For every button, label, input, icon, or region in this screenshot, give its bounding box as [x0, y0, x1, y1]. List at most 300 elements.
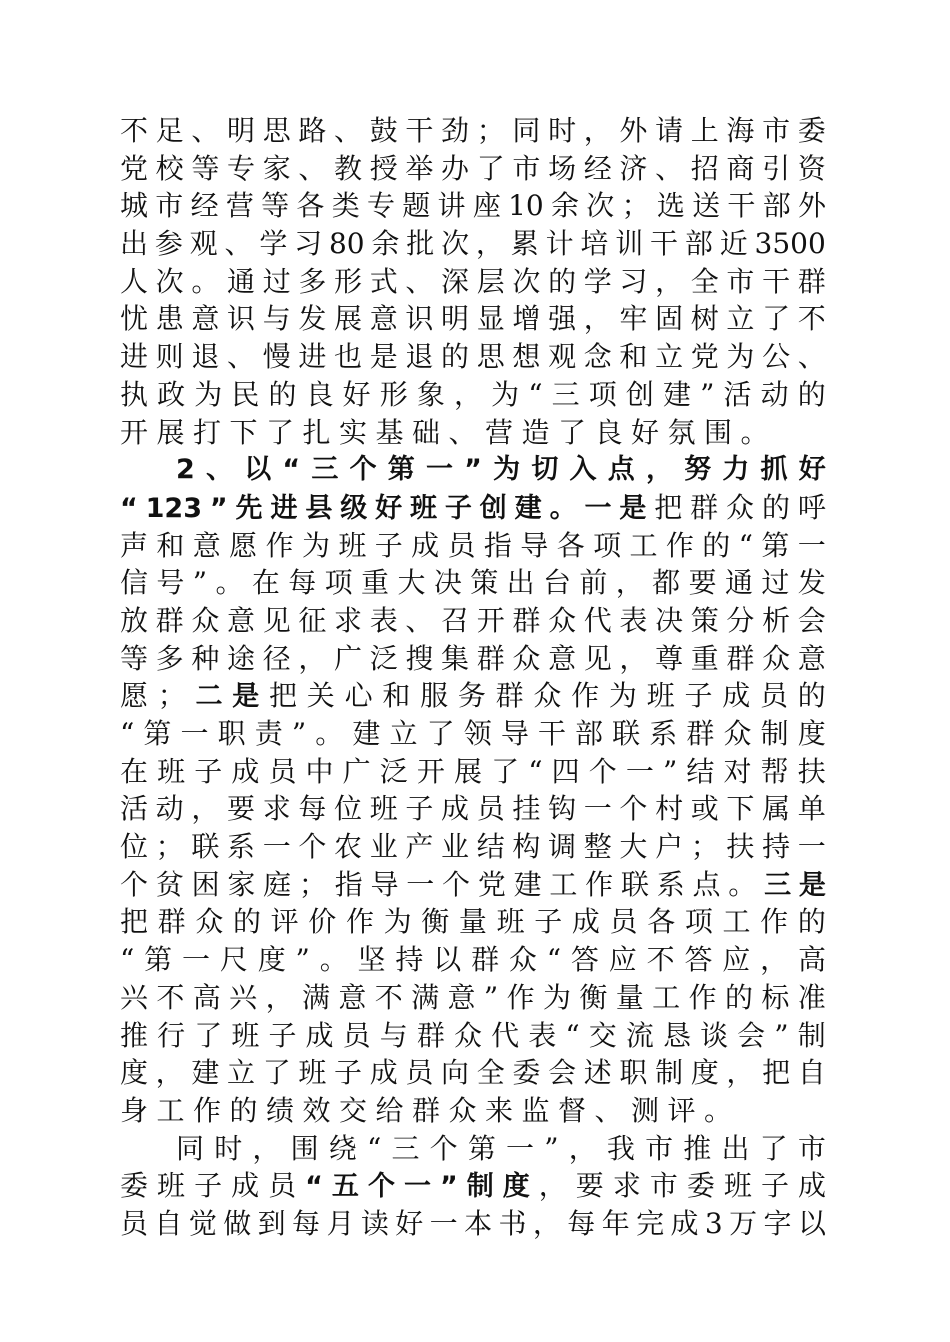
glyph: 子 [374, 528, 403, 562]
glyph: 重 [690, 641, 719, 675]
glyph: 业 [441, 830, 470, 864]
glyph: 工 [722, 905, 751, 939]
glyph: 良 [305, 377, 334, 411]
glyph: 衡 [579, 980, 608, 1014]
glyph: 尊 [655, 641, 684, 675]
glyph: 到 [257, 1206, 286, 1240]
glyph: 干 [762, 264, 791, 298]
glyph: 责 [254, 717, 283, 750]
glyph: 题 [402, 189, 431, 223]
glyph: 径 [262, 641, 291, 675]
glyph: 活 [723, 377, 752, 411]
glyph: 县 [305, 492, 333, 524]
glyph: 职 [619, 1056, 648, 1090]
glyph: 思 [262, 114, 291, 147]
text-line [120, 979, 826, 1017]
glyph: 家 [262, 151, 291, 185]
glyph: ” [662, 754, 678, 788]
glyph: 求 [334, 603, 363, 637]
glyph: 第 [761, 528, 790, 562]
glyph: 为 [493, 454, 521, 486]
glyph: 多 [298, 264, 327, 298]
glyph: 自 [797, 1056, 826, 1090]
glyph: 班 [496, 905, 525, 939]
glyph: 愿 [120, 679, 149, 713]
glyph: 出 [120, 227, 149, 261]
glyph: 项 [593, 528, 622, 562]
glyph: 通 [227, 264, 256, 298]
glyph: ” [439, 1171, 458, 1203]
glyph: 念 [583, 340, 612, 374]
glyph: 子 [268, 1018, 297, 1052]
glyph: 班 [646, 679, 675, 713]
glyph: 习 [294, 227, 323, 261]
glyph: 每 [567, 1206, 596, 1240]
glyph: 的 [797, 679, 826, 713]
glyph: 高 [797, 943, 826, 977]
glyph: 意 [548, 641, 577, 675]
glyph: 的 [548, 264, 577, 298]
glyph: 对 [723, 754, 752, 788]
glyph: 的 [268, 377, 297, 411]
glyph: 子 [194, 1169, 223, 1203]
glyph: 的 [724, 980, 753, 1014]
glyph: 群 [155, 603, 184, 637]
glyph: ， [760, 943, 789, 977]
glyph: 班 [298, 1056, 327, 1090]
glyph: 见 [583, 641, 612, 675]
glyph: 。 [215, 566, 244, 600]
glyph: 立 [389, 717, 418, 750]
glyph: 不 [156, 980, 185, 1014]
glyph: 公 [762, 340, 791, 374]
glyph: 了 [194, 1018, 223, 1052]
glyph: 呼 [797, 490, 826, 524]
glyph: 一 [797, 830, 826, 864]
glyph: 切 [531, 454, 559, 486]
text-line [120, 187, 826, 225]
glyph: 度 [120, 1056, 149, 1090]
glyph: 员 [759, 679, 788, 713]
glyph: 城 [120, 189, 149, 223]
glyph: 班 [369, 792, 398, 826]
glyph: “ [546, 943, 562, 977]
glyph: ； [155, 830, 184, 864]
glyph: 培 [580, 227, 609, 261]
glyph: 委 [120, 1169, 149, 1203]
glyph: 会 [797, 603, 826, 637]
glyph: 授 [369, 151, 398, 185]
glyph: 专 [227, 151, 256, 185]
glyph: 次 [512, 264, 541, 298]
glyph: 量 [458, 905, 487, 939]
glyph: 、 [224, 227, 253, 261]
glyph: 中 [305, 754, 334, 788]
glyph: 一 [406, 867, 435, 901]
glyph: 与 [262, 302, 291, 336]
glyph: 众 [512, 641, 541, 675]
text-line [120, 263, 826, 301]
text-line [120, 527, 826, 565]
glyph: “ [120, 943, 135, 977]
text-line [120, 753, 826, 791]
glyph: 干 [405, 114, 434, 147]
glyph: 创 [625, 377, 654, 411]
glyph: ” [192, 566, 208, 600]
glyph: 。 [549, 492, 577, 524]
glyph: 推 [120, 1018, 149, 1052]
glyph: 固 [655, 302, 684, 336]
glyph: 党 [120, 151, 149, 185]
glyph: 等 [261, 189, 290, 223]
glyph: 决 [433, 566, 462, 600]
glyph: 也 [334, 340, 363, 374]
text-segment: 身工作的绩效交给群众来监督、测评。 [120, 1093, 741, 1127]
glyph: 、 [797, 340, 826, 374]
glyph: 以 [244, 454, 272, 486]
glyph: 自 [154, 1206, 183, 1240]
glyph: 导 [370, 867, 399, 901]
glyph: 调 [548, 830, 577, 864]
glyph: 意 [192, 528, 221, 562]
glyph: 家 [227, 867, 256, 901]
glyph: 成 [670, 1206, 699, 1240]
glyph: 在 [251, 566, 280, 600]
glyph: 本 [464, 1206, 493, 1240]
glyph: 一 [429, 1206, 458, 1240]
glyph: 做 [223, 1206, 252, 1240]
glyph: 退 [405, 340, 434, 374]
glyph: 台 [543, 566, 572, 600]
glyph: 整 [583, 830, 612, 864]
glyph: 为 [491, 377, 520, 411]
glyph: ， [453, 377, 482, 411]
glyph: 项 [588, 377, 617, 411]
glyph: 的 [232, 905, 261, 939]
glyph: 立 [726, 302, 755, 336]
glyph: 困 [191, 867, 220, 901]
glyph: 群 [686, 717, 715, 750]
glyph: ， [475, 227, 504, 261]
glyph: 、 [206, 454, 233, 486]
glyph: 个 [120, 867, 149, 901]
glyph: 干 [650, 227, 679, 261]
glyph: 好 [798, 454, 826, 486]
glyph: 学 [583, 264, 612, 298]
glyph: 明 [227, 114, 256, 147]
glyph: 作 [345, 905, 374, 939]
glyph: 、 [655, 151, 684, 185]
glyph: 过 [262, 264, 291, 298]
glyph: 80 [328, 227, 365, 261]
glyph: 群 [512, 603, 541, 637]
glyph: ， [615, 566, 644, 600]
glyph: 众 [726, 490, 755, 524]
glyph: 委 [686, 1169, 715, 1203]
glyph: 。 [315, 717, 344, 750]
glyph: 班 [410, 492, 437, 524]
glyph: 要 [688, 566, 717, 600]
glyph: 先 [235, 492, 263, 524]
glyph: 应 [722, 943, 751, 977]
glyph: “ [282, 454, 301, 486]
glyph: 号 [156, 566, 185, 600]
glyph: 众 [548, 603, 577, 637]
glyph: 应 [608, 943, 637, 977]
glyph: 增 [512, 302, 541, 336]
glyph: 信 [120, 566, 149, 600]
glyph: 会 [737, 1018, 766, 1052]
glyph: 抓 [760, 454, 788, 486]
glyph: 同 [176, 1131, 205, 1165]
glyph: 点 [692, 867, 721, 901]
glyph: 出 [506, 566, 535, 600]
glyph: 表 [369, 603, 398, 637]
glyph: 等 [191, 151, 220, 185]
glyph: 结 [686, 754, 715, 788]
glyph: 入 [569, 454, 597, 486]
glyph: 成 [231, 754, 260, 788]
glyph: 项 [324, 566, 353, 600]
glyph: ， [298, 641, 327, 675]
glyph: 引 [762, 151, 791, 185]
glyph: 了 [262, 1056, 291, 1090]
glyph: 绕 [328, 1131, 357, 1165]
glyph: 了 [762, 302, 791, 336]
glyph: 近 [719, 227, 748, 261]
text-line [120, 451, 826, 489]
text-line [120, 150, 826, 188]
glyph: 代 [583, 603, 612, 637]
glyph: 联 [191, 830, 220, 864]
glyph: 我 [606, 1131, 635, 1165]
glyph: 个 [429, 1131, 458, 1165]
glyph: 请 [655, 114, 684, 147]
glyph: 二 [195, 681, 223, 713]
glyph: ， [568, 1131, 597, 1165]
glyph: ” [774, 1018, 789, 1052]
glyph: 一 [797, 528, 826, 562]
glyph: 好 [395, 1206, 424, 1240]
text-line [120, 1167, 826, 1205]
glyph: ； [690, 830, 719, 864]
text-segment: 开展打下了扎实基础、营造了良好氛围。 [120, 415, 778, 449]
glyph: 参 [154, 227, 183, 261]
glyph: 建 [352, 717, 381, 750]
glyph: 营 [225, 189, 254, 223]
glyph: “ [366, 1131, 382, 1165]
glyph: 是 [369, 340, 398, 374]
glyph: 和 [382, 679, 411, 713]
glyph: ， [538, 1169, 567, 1203]
glyph: 明 [441, 302, 470, 336]
glyph: 满 [411, 980, 440, 1014]
glyph: ” [291, 717, 307, 750]
glyph: “ [565, 1018, 580, 1052]
glyph: 训 [615, 227, 644, 261]
glyph: 评 [270, 905, 299, 939]
glyph: 过 [761, 566, 790, 600]
glyph: 树 [690, 302, 719, 336]
glyph: 了 [426, 717, 455, 750]
glyph: 的 [441, 340, 470, 374]
glyph: 想 [512, 340, 541, 374]
glyph: 经 [190, 189, 219, 223]
glyph: 形 [334, 264, 363, 298]
glyph: 关 [306, 679, 335, 713]
text-line [120, 414, 826, 452]
glyph: 3 [704, 1206, 723, 1240]
glyph: 决 [655, 603, 684, 637]
glyph: 党 [477, 867, 506, 901]
text-line [120, 225, 826, 263]
text-line [120, 602, 826, 640]
glyph: 委 [512, 1056, 541, 1090]
glyph: 兴 [229, 980, 258, 1014]
glyph: 成 [571, 905, 600, 939]
glyph: 观 [548, 340, 577, 374]
glyph: 员 [447, 528, 476, 562]
glyph: 发 [797, 566, 826, 600]
glyph: 项 [684, 905, 713, 939]
text-line [120, 489, 826, 527]
glyph: 种 [191, 641, 220, 675]
glyph: 众 [195, 905, 224, 939]
glyph: ， [583, 114, 612, 147]
glyph: 的 [797, 905, 826, 939]
glyph: 专 [366, 189, 395, 223]
glyph: 次 [586, 189, 615, 223]
glyph: ， [655, 264, 684, 298]
glyph: 送 [692, 189, 721, 223]
glyph: “ [120, 492, 138, 524]
glyph: 深 [441, 264, 470, 298]
glyph: 表 [619, 603, 648, 637]
glyph: 都 [652, 566, 681, 600]
glyph: 、 [191, 114, 220, 147]
glyph: 子 [194, 754, 223, 788]
glyph: 泛 [369, 641, 398, 675]
glyph: 出 [721, 1131, 750, 1165]
glyph: 。 [319, 943, 348, 977]
glyph: ， [191, 792, 220, 826]
glyph: 子 [444, 492, 472, 524]
glyph: 委 [797, 114, 826, 147]
text-line [120, 1130, 826, 1168]
glyph: 进 [270, 492, 298, 524]
glyph: 坚 [357, 943, 386, 977]
glyph: 个 [349, 454, 377, 486]
glyph: 与 [379, 1018, 408, 1052]
glyph: 不 [797, 302, 826, 336]
glyph: 举 [405, 151, 434, 185]
glyph: 是 [798, 869, 826, 901]
glyph: 帮 [760, 754, 789, 788]
glyph: 尺 [219, 943, 248, 977]
glyph: 众 [723, 717, 752, 750]
glyph: 服 [420, 679, 449, 713]
glyph: 时 [548, 114, 577, 147]
glyph: 次 [441, 227, 470, 261]
glyph: ； [476, 114, 505, 147]
glyph: 一 [180, 717, 209, 750]
glyph: 会 [548, 1056, 577, 1090]
glyph: 退 [191, 340, 220, 374]
glyph: 是 [619, 492, 647, 524]
text-line [120, 1092, 826, 1130]
glyph: 学 [259, 227, 288, 261]
glyph: 子 [534, 905, 563, 939]
glyph: 识 [227, 302, 256, 336]
glyph: 子 [334, 1056, 363, 1090]
glyph: 累 [510, 227, 539, 261]
glyph: 愿 [229, 528, 258, 562]
glyph: 下 [726, 792, 755, 826]
glyph: 建 [514, 492, 542, 524]
glyph: 成 [369, 1056, 398, 1090]
text-line [120, 941, 826, 979]
glyph: 群 [157, 905, 186, 939]
glyph: 度 [502, 1171, 530, 1203]
glyph: 动 [155, 792, 184, 826]
glyph: 大 [619, 830, 648, 864]
glyph: 群 [726, 641, 755, 675]
glyph: 声 [120, 528, 149, 562]
glyph: 扶 [726, 830, 755, 864]
text-line [120, 564, 826, 602]
glyph: 活 [120, 792, 149, 826]
glyph: 兴 [120, 980, 149, 1014]
glyph: 不 [120, 114, 149, 147]
glyph: 外 [619, 114, 648, 147]
glyph: 上 [690, 114, 719, 147]
glyph: 子 [684, 679, 713, 713]
glyph: 持 [395, 943, 424, 977]
glyph: 答 [570, 943, 599, 977]
glyph: 制 [655, 1056, 684, 1090]
glyph: 个 [588, 754, 617, 788]
glyph: 第 [143, 717, 172, 750]
glyph: 教 [334, 151, 363, 185]
glyph: ， [645, 454, 673, 486]
glyph: 集 [441, 641, 470, 675]
glyph: 的 [797, 377, 826, 411]
glyph: 农 [334, 830, 363, 864]
glyph: 满 [301, 980, 330, 1014]
glyph: 班 [723, 1169, 752, 1203]
glyph: 重 [361, 566, 390, 600]
glyph: 民 [231, 377, 260, 411]
glyph: 校 [155, 151, 184, 185]
glyph: 成 [722, 679, 751, 713]
glyph: 、 [405, 264, 434, 298]
glyph: “ [528, 754, 543, 788]
glyph: 通 [724, 566, 753, 600]
text-line [120, 715, 826, 753]
glyph: 3500 [754, 227, 826, 261]
glyph: ； [298, 867, 327, 901]
glyph: 。 [191, 264, 220, 298]
glyph: 批 [406, 227, 435, 261]
glyph: 个 [367, 1171, 395, 1203]
glyph: 三 [391, 1131, 420, 1165]
glyph: 流 [625, 1018, 654, 1052]
glyph: 向 [441, 1056, 470, 1090]
glyph: 动 [760, 377, 789, 411]
glyph: 位 [334, 792, 363, 826]
glyph: 读 [360, 1206, 389, 1240]
glyph: 次 [155, 264, 184, 298]
